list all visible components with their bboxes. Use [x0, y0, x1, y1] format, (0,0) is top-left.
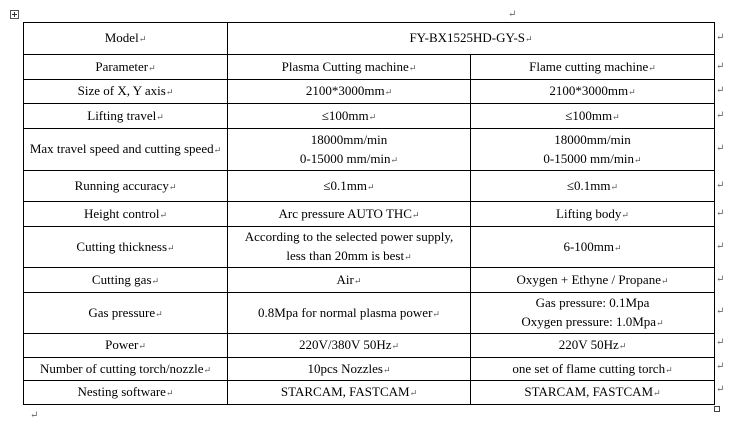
cell-text: 18000mm/min	[554, 131, 631, 147]
table-row	[24, 227, 715, 268]
cell-text: Size of X, Y axis↵	[77, 83, 174, 98]
paragraph-mark-icon: ↵	[367, 181, 375, 192]
cell-text: Lifting body↵	[556, 205, 629, 221]
cell-text: Max travel speed and cutting speed↵	[29, 141, 222, 156]
flame-value-cell	[471, 358, 715, 381]
cell-text: 18000mm/min	[310, 131, 388, 147]
cell-text: FY-BX1525HD-GY-S↵	[409, 30, 533, 45]
row-label-cell	[24, 55, 228, 80]
cell-text: ≤0.1mm↵	[566, 177, 619, 193]
table-row	[24, 80, 715, 104]
cell-text: ≤0.1mm↵	[323, 177, 375, 193]
paragraph-mark-icon: ↵	[155, 308, 163, 319]
row-end-mark-icon: ↵	[716, 384, 725, 395]
paragraph-mark-icon: ↵	[432, 308, 440, 319]
flame-value-cell	[471, 202, 715, 227]
cell-text: Model↵	[104, 30, 147, 45]
paragraph-mark-icon: ↵	[621, 209, 629, 220]
paragraph-mark-icon: ↵	[159, 209, 167, 220]
row-end-mark-icon: ↵	[716, 273, 725, 285]
flame-value-cell	[471, 334, 715, 358]
cell-text: Arc pressure AUTO THC↵	[278, 205, 420, 221]
paragraph-mark-icon: ↵	[508, 9, 517, 20]
paragraph-mark-icon: ↵	[618, 341, 627, 351]
paragraph-mark-icon: ↵	[168, 181, 177, 192]
row-label-cell	[24, 268, 228, 293]
cell-text: Height control↵	[83, 205, 167, 221]
table-row	[24, 293, 715, 334]
cell-text: Power↵	[105, 337, 146, 352]
row-label-cell	[24, 334, 228, 358]
plasma-value-cell	[228, 293, 471, 334]
paragraph-mark-icon: ↵	[614, 242, 622, 253]
row-label-cell	[24, 171, 228, 202]
row-end-mark-icon: ↵	[716, 360, 725, 372]
paragraph-mark-icon: ↵	[404, 252, 412, 262]
cell-text: Oxygen + Ethyne / Propane↵	[516, 271, 669, 287]
paragraph-mark-icon: ↵	[353, 275, 362, 286]
flame-value-cell	[471, 55, 715, 80]
row-label-cell	[24, 80, 228, 104]
plasma-value-cell	[228, 202, 471, 227]
flame-value-cell	[471, 293, 715, 334]
paragraph-mark-icon: ↵	[648, 62, 656, 73]
cell-text: 0.8Mpa for normal plasma power↵	[258, 304, 440, 320]
paragraph-mark-icon: ↵	[384, 87, 393, 97]
cell-text: 2100*3000mm↵	[549, 83, 636, 98]
cell-text: 220V/380V 50Hz↵	[298, 337, 400, 352]
cell-text: Cutting thickness↵	[76, 238, 175, 254]
paragraph-mark-icon: ↵	[634, 154, 642, 165]
row-end-mark-icon: ↵	[716, 337, 725, 348]
row-label-cell	[24, 202, 228, 227]
cell-text: Oxygen pressure: 1.0Mpa↵	[521, 314, 664, 329]
paragraph-mark-icon: ↵	[165, 87, 174, 97]
cell-text: STARCAM, FASTCAM↵	[280, 384, 418, 399]
cell-text: Number of cutting torch/nozzle↵	[39, 360, 212, 376]
row-end-mark-icon: ↵	[716, 85, 725, 96]
paragraph-mark-icon: ↵	[138, 34, 147, 44]
plasma-value-cell	[228, 268, 471, 293]
table-row	[24, 202, 715, 227]
flame-value-cell	[471, 381, 715, 405]
cell-text: 6-100mm↵	[563, 238, 622, 254]
table-row	[24, 334, 715, 358]
row-end-mark-icon: ↵	[716, 179, 725, 191]
cell-text: 220V 50Hz↵	[558, 337, 627, 352]
plasma-value-cell	[228, 55, 471, 80]
plasma-value-cell	[228, 358, 471, 381]
row-end-mark-icon: ↵	[716, 305, 725, 317]
row-label-cell	[24, 293, 228, 334]
flame-value-cell	[471, 129, 715, 171]
cell-text: According to the selected power supply,	[244, 229, 454, 244]
cell-text: Gas pressure: 0.1Mpa	[535, 295, 650, 310]
row-label-cell	[24, 104, 228, 129]
paragraph-mark-icon: ↵	[610, 181, 619, 192]
plasma-value-cell	[228, 227, 471, 268]
row-end-mark-icon: ↵	[716, 143, 725, 154]
spec-table-body	[24, 23, 715, 405]
paragraph-mark-icon: ↵	[203, 364, 212, 375]
row-end-mark-icon: ↵	[716, 32, 725, 43]
paragraph-mark-icon: ↵	[138, 341, 146, 351]
cell-text: 2100*3000mm↵	[305, 83, 393, 98]
row-label-cell	[24, 358, 228, 381]
cell-text: less than 20mm is best↵	[286, 248, 412, 263]
flame-value-cell	[471, 80, 715, 104]
plasma-value-cell	[228, 171, 471, 202]
paragraph-mark-icon: ↵	[382, 364, 391, 375]
cell-text: Running accuracy↵	[74, 177, 177, 193]
row-label-cell	[24, 227, 228, 268]
table-move-handle[interactable]	[10, 10, 19, 19]
table-row	[24, 55, 715, 80]
model-value-cell	[228, 23, 715, 55]
paragraph-mark-icon: ↵	[391, 341, 400, 351]
paragraph-mark-icon: ↵	[411, 209, 420, 220]
table-row	[24, 268, 715, 293]
cell-text: Nesting software↵	[77, 384, 174, 399]
row-label-cell	[24, 23, 228, 55]
row-end-mark-icon: ↵	[716, 109, 725, 121]
plasma-value-cell	[228, 334, 471, 358]
paragraph-mark-icon: ↵	[409, 388, 418, 398]
table-row	[24, 129, 715, 171]
cell-text: STARCAM, FASTCAM↵	[524, 384, 661, 399]
paragraph-mark-icon: ↵	[213, 145, 222, 155]
table-row	[24, 381, 715, 405]
paragraph-mark-icon: ↵	[30, 410, 39, 421]
paragraph-mark-icon: ↵	[390, 154, 399, 165]
row-label-cell	[24, 381, 228, 405]
flame-value-cell	[471, 171, 715, 202]
flame-value-cell	[471, 268, 715, 293]
table-row	[24, 358, 715, 381]
cell-text: 0-15000 mm/min↵	[543, 150, 642, 166]
cell-text: Air↵	[336, 271, 362, 287]
cell-text: ≤100mm↵	[321, 107, 377, 123]
row-end-mark-icon: ↵	[716, 60, 725, 72]
row-end-mark-icon: ↵	[716, 240, 725, 252]
table-resize-handle[interactable]	[714, 406, 720, 412]
plasma-value-cell	[228, 129, 471, 171]
cell-text: Cutting gas↵	[91, 271, 160, 287]
paragraph-mark-icon: ↵	[167, 242, 175, 253]
paragraph-mark-icon: ↵	[665, 364, 673, 375]
paragraph-mark-icon: ↵	[656, 318, 664, 328]
plasma-value-cell	[228, 381, 471, 405]
paragraph-mark-icon: ↵	[408, 62, 417, 73]
cell-text: 0-15000 mm/min↵	[299, 150, 399, 166]
paragraph-mark-icon: ↵	[165, 388, 174, 398]
table-row	[24, 171, 715, 202]
plasma-value-cell	[228, 104, 471, 129]
cell-text: Plasma Cutting machine↵	[281, 58, 417, 74]
plasma-value-cell	[228, 80, 471, 104]
row-end-mark-icon: ↵	[716, 207, 725, 219]
table-row	[24, 23, 715, 55]
paragraph-mark-icon: ↵	[368, 111, 377, 122]
cell-text: Parameter↵	[95, 58, 156, 74]
paragraph-mark-icon: ↵	[612, 111, 620, 122]
spec-table	[23, 22, 715, 405]
row-label-cell	[24, 129, 228, 171]
cell-text: one set of flame cutting torch↵	[512, 360, 673, 376]
paragraph-mark-icon: ↵	[525, 34, 533, 44]
cell-text: Flame cutting machine↵	[529, 58, 656, 74]
flame-value-cell	[471, 227, 715, 268]
paragraph-mark-icon: ↵	[653, 388, 661, 398]
cell-text: ≤100mm↵	[565, 107, 620, 123]
flame-value-cell	[471, 104, 715, 129]
paragraph-mark-icon: ↵	[148, 62, 156, 73]
paragraph-mark-icon: ↵	[156, 111, 164, 122]
cell-text: Lifting travel↵	[87, 107, 164, 123]
paragraph-mark-icon: ↵	[628, 87, 636, 97]
paragraph-mark-icon: ↵	[151, 275, 160, 286]
table-row	[24, 104, 715, 129]
cell-text: 10pcs Nozzles↵	[307, 360, 391, 376]
cell-text: Gas pressure↵	[88, 304, 163, 320]
paragraph-mark-icon: ↵	[660, 275, 669, 286]
